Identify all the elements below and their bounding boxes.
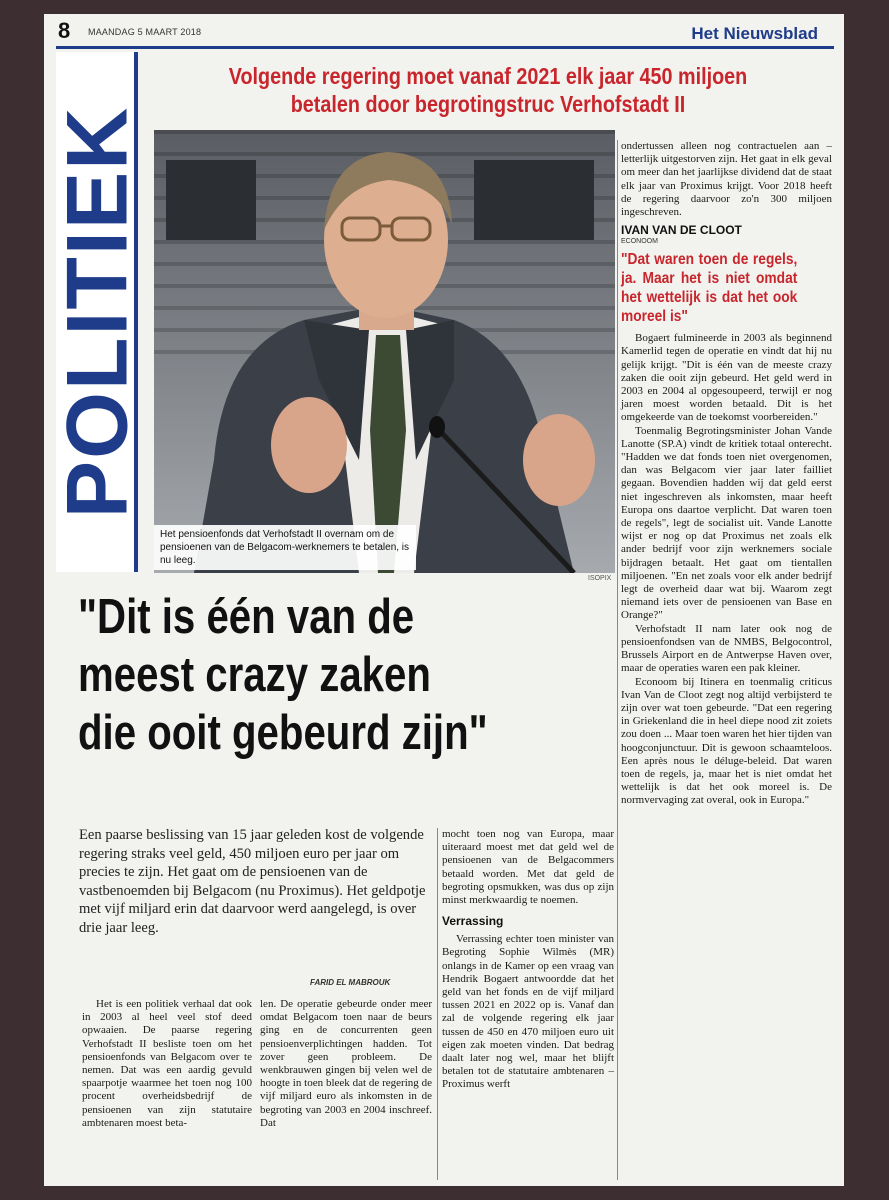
newspaper-brand: Het Nieuwsblad — [691, 24, 818, 43]
byline: FARID EL MABROUK — [310, 978, 391, 987]
pull-quote: "Dat waren toen de regels, ja. Maar het is niet omdat het wettelijk is dat het ook moreel is" — [621, 251, 798, 326]
article-photo — [154, 130, 615, 573]
column-divider — [437, 828, 438, 1180]
headline-line: "Dit is één van de — [78, 590, 415, 644]
photo-credit: ISOPIX — [588, 575, 612, 582]
politician-figure — [154, 130, 615, 573]
right-column — [621, 140, 832, 808]
headline-line: meest crazy zaken — [78, 648, 431, 702]
subheading: Verrassing — [442, 914, 504, 929]
page-date: MAANDAG 5 MAART 2018 — [88, 27, 202, 37]
right-paragraph: Verhofstadt II nam later ook nog de pensioenfondsen van de NMBS, Belgocontrol, Brussels Airport en de Antwerpse Haven over, maar de operaties waren een pak kleiner. — [621, 622, 832, 675]
intro-paragraph: Een paarse beslissing van 15 jaar geleden kost de volgende regering straks veel geld, 450 miljoen euro per jaar om precies te zijn. Het gaat om de pensioenen van de vastbenoemden bij Belgacom (nu Proximus). Het geldpotje met vijf miljard erin dat daarvoor werd aangelegd, is over drie jaar leeg. — [79, 827, 426, 936]
photo-caption: Het pensioenfonds dat Verhofstadt II overnam om de pensioenen van de Belgacom-werknemers te betalen, is nu leeg. — [154, 525, 416, 570]
right-paragraph: Toenmalig Begrotingsminister Johan Vande Lanotte (SP.A) vindt de kritiek totaal onterecht. "Hadden we dat fonds toen niet overgenomen, dan was Belgacom vier jaar later failliet gegaan. Bovendien hadden wij dat geld eerst niet ingeschreven als inkomsten, maar heeft Europa ons daartoe verplicht. Dat waren toen de regels", legt de socialist uit. Vande Lanotte wijst er nog op dat Proximus net zoals elk ander bedrijf voor zijn werknemers sociale bijdragen betaalt. Het gaat om tientallen miljoenen. "En net zoals voor elk ander bedrijf legt de overheid daar wat bij. Waarom zegt niemand iets over de pensioenen van Base en Orange?" — [621, 424, 832, 622]
section-label — [49, 52, 146, 572]
bottom-paragraph: Het is een politiek verhaal dat ook in 2003 al heel veel stof deed opwaaien. De paarse regering Verhofstadt II besliste toen om het pensioenfonds van Belgacom over te nemen. Dat was een aardig gevuld spaarpotje waarmee het toen nog 100 procent overheidsbedrijf de pensioenen van zijn statutaire ambtenaren moest beta- — [82, 998, 252, 1129]
bottom-paragraph: len. De operatie gebeurde onder meer omdat Belgacom toen naar de beurs ging en de concurrenten geen pensioenverplichtingen hadden. Tot zover geen probleem. De wenkbrauwen gingen bij velen wel de hoogte in toen bleek dat de regering de vijf miljard euro als inkomsten in de begroting van 2003 en 2004 inschreef. Dat — [260, 998, 432, 1129]
headline-line: die ooit gebeurd zijn" — [78, 706, 488, 760]
section-label-text: POLITIEK — [49, 105, 146, 519]
right-paragraph: Econoom bij Itinera en toenmalig criticus Ivan Van de Cloot zegt nog altijd verbijsterd te zijn over wat toen gebeurde. "Dat een regering in Griekenland die in heel diepe nood zit zoiets zou doen ... Maar toen waren het hier tijden van hoogconjunctuur. Dit is gewoon schaamteloos. Een après nous le déluge-beleid. Dat waren toen de regels, ja, maar het is niet omdat het wettelijk is dat het ook moreel is. De normvervaging zat overal, ook in Europa." — [621, 675, 832, 807]
quote-role: ECONOOM — [621, 238, 658, 246]
header-rule — [56, 46, 834, 49]
right-column-lead: ondertussen alleen nog contractuelen aan – letterlijk uitgestorven zijn. Het gaat in elk geval om meer dan het jaarlijkse dividend dat de staat elk jaar van Proximus krijgt. Voor 2018 heeft de regering daarvoor zo'n 300 miljoen ingeschreven. — [621, 140, 832, 219]
kicker-headline: Volgende regering moet vanaf 2021 elk jaar 450 miljoen betalen door begrotingstruc Verhofstadt II — [228, 63, 748, 117]
quote-author: IVAN VAN DE CLOOT — [621, 223, 742, 238]
column-divider — [617, 140, 618, 1180]
bottom-column-1 — [82, 998, 252, 1130]
newspaper-page — [44, 14, 844, 1186]
middle-paragraph: Verrassing echter toen minister van Begroting Sophie Wilmès (MR) onlangs in de Kamer op een vraag van Hendrik Bogaert antwoordde dat het geld van het fonds en de vijf miljard tussen 2021 en 2022 op is. Vanaf dan zal de volgende regering elk jaar tussen de 450 en 470 miljoen euro uit eigen zak moeten vinden. Dat bedrag daalt later nog wel, maar het blijft betalen tot de statutaire ambtenaren – Proximus werft — [442, 933, 614, 1091]
main-headline — [78, 588, 537, 762]
middle-column-lead: mocht toen nog van Europa, maar uiteraard moest met dat geld wel de pensioenen van de Belgacommers betaald worden. Met dat geld de begroting opsmukken, was dus op zijn minst merkwaardig te noemen. — [442, 828, 614, 907]
bottom-column-2 — [260, 998, 432, 1130]
middle-column — [442, 828, 614, 1092]
right-paragraph: Bogaert fulmineerde in 2003 als beginnend Kamerlid tegen de operatie en vindt dat hij nu gelijk krijgt. "Dit is één van de meeste crazy zaken die ooit zijn gebeurd. Het geld werd in 2003 en 2004 al opgesoupeerd, terwijl er nog jaren moest worden betaald. Dit is het omgekeerde van de toekomst voorbereiden." — [621, 332, 832, 424]
page-number: 8 — [58, 18, 71, 43]
